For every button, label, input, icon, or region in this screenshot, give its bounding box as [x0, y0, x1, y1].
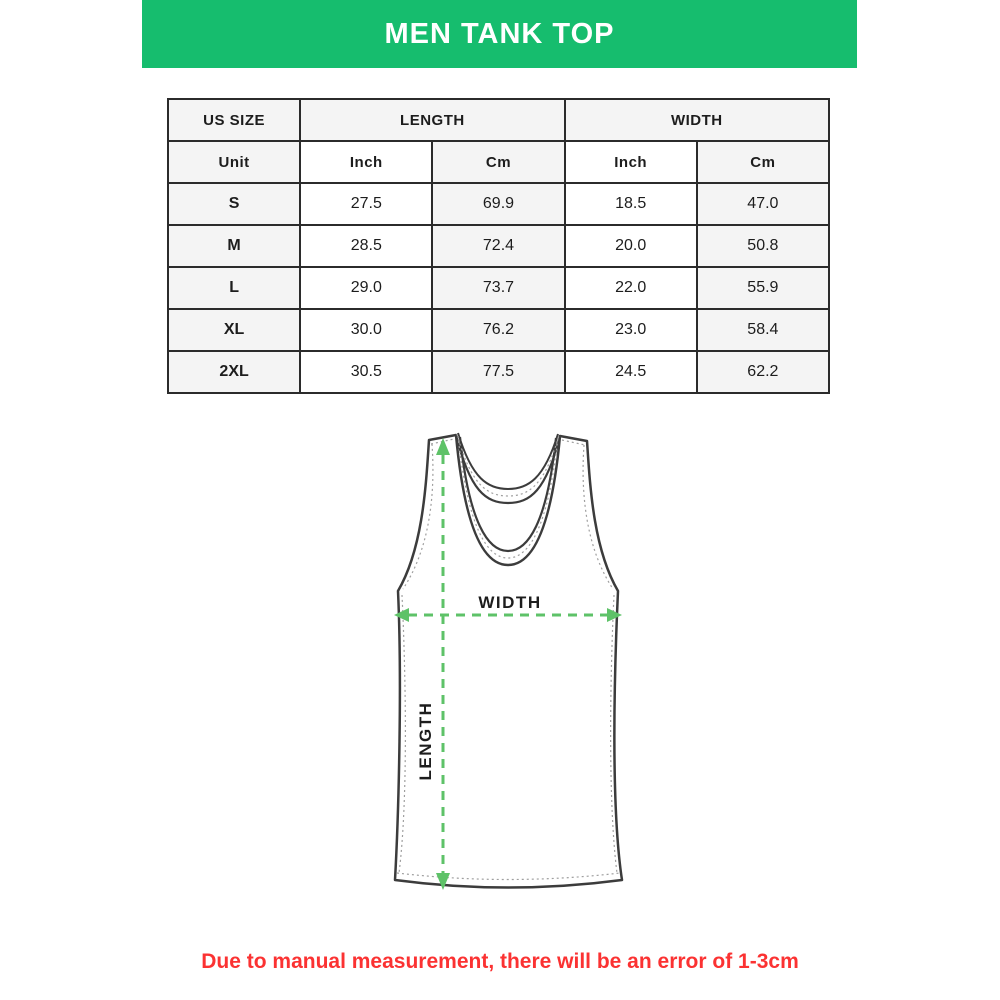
- table-row: [168, 267, 829, 309]
- size-cell: L: [168, 267, 300, 309]
- back-collar-outer-line: [456, 435, 560, 503]
- tank-top-diagram: [385, 423, 635, 903]
- value-cell: 18.5: [565, 183, 697, 225]
- value-cell: 62.2: [697, 351, 829, 393]
- value-cell: 73.7: [432, 267, 564, 309]
- value-cell: 29.0: [300, 267, 432, 309]
- measurement-error-note: Due to manual measurement, there will be an error of 1-3cm: [201, 950, 799, 973]
- value-cell: 20.0: [565, 225, 697, 267]
- value-cell: 23.0: [565, 309, 697, 351]
- value-cell: 27.5: [300, 183, 432, 225]
- value-cell: 24.5: [565, 351, 697, 393]
- size-cell: M: [168, 225, 300, 267]
- value-cell: 50.8: [697, 225, 829, 267]
- header-width-cm: Cm: [697, 141, 829, 183]
- tank-top-illustration: [385, 423, 635, 903]
- header-width-inch: Inch: [565, 141, 697, 183]
- value-cell: 69.9: [432, 183, 564, 225]
- title-bar: [142, 0, 857, 68]
- header-length-inch: Inch: [300, 141, 432, 183]
- value-cell: 72.4: [432, 225, 564, 267]
- value-cell: 22.0: [565, 267, 697, 309]
- size-chart-table: [167, 98, 830, 394]
- table-row: [168, 225, 829, 267]
- header-unit: Unit: [168, 141, 300, 183]
- table-row: [168, 351, 829, 393]
- table-row: [168, 183, 829, 225]
- group-header-row: [168, 99, 829, 141]
- value-cell: 55.9: [697, 267, 829, 309]
- value-cell: 76.2: [432, 309, 564, 351]
- length-dimension-label: LENGTH: [416, 701, 435, 781]
- size-cell: S: [168, 183, 300, 225]
- header-length-cm: Cm: [432, 141, 564, 183]
- value-cell: 58.4: [697, 309, 829, 351]
- header-length: LENGTH: [300, 99, 564, 141]
- size-cell: 2XL: [168, 351, 300, 393]
- value-cell: 30.5: [300, 351, 432, 393]
- value-cell: 28.5: [300, 225, 432, 267]
- size-cell: XL: [168, 309, 300, 351]
- table-row: [168, 309, 829, 351]
- value-cell: 30.0: [300, 309, 432, 351]
- value-cell: 77.5: [432, 351, 564, 393]
- page-title: MEN TANK TOP: [384, 17, 615, 50]
- width-dimension-label: WIDTH: [478, 593, 542, 612]
- value-cell: 47.0: [697, 183, 829, 225]
- unit-header-row: [168, 141, 829, 183]
- header-width: WIDTH: [565, 99, 829, 141]
- header-us-size: US SIZE: [168, 99, 300, 141]
